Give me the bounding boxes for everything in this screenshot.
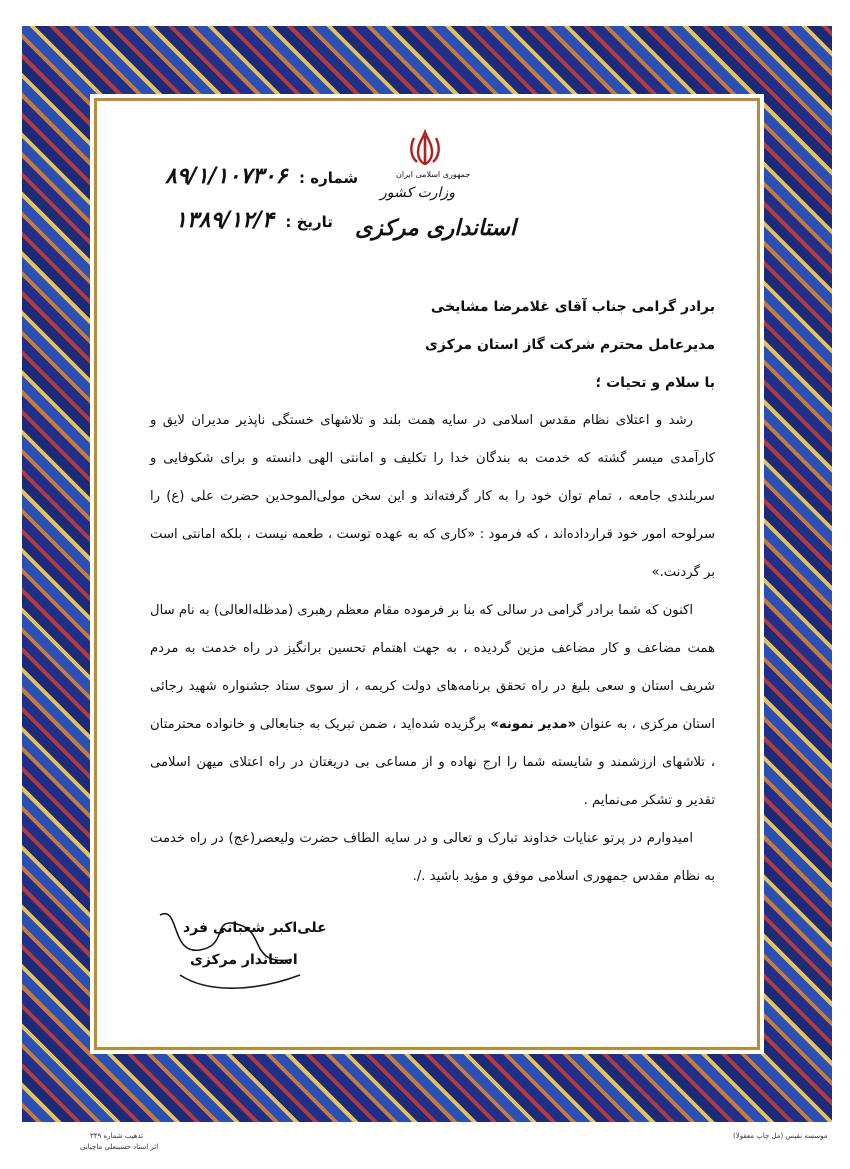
footer-artist: اثر استاد حسینعلی ماچیانی bbox=[80, 1143, 159, 1151]
number-label: شماره : bbox=[299, 169, 359, 187]
paragraph-2-end: برگزیده شده‌اید ، ضمن تبریک به جنابعالی و خانواده محترمتان ، تلاشهای ارزشمند و شایسته شما را ارج نهاده و از مساعی بی دریغتان در راه اعتلای میهن اسلامی تقدیر و تشکر می‌نمایم . bbox=[150, 717, 715, 808]
org-country: جمهوری اسلامی ایران bbox=[396, 170, 471, 179]
letter-number bbox=[165, 164, 358, 189]
paragraph-2 bbox=[150, 592, 715, 820]
paragraph-1: رشد و اعتلای نظام مقدس اسلامی در سایه همت بلند و تلاشهای خستگی ناپذیر مدیران لایق و کارآمدی میسر گشته که خدمت به بندگان خدا را تکلیف و امانتی الهی دانسته و برای شکوفایی و سربلندی جامعه ، تمام توان خود را به کار گرفته‌اند و این سخن مولی‌الموحدین حضرت علی (ع) را سرلوحه امور خود قرارداده‌اند ، که فرمود : «کاری که به عهده توست ، طعمه نیست ، بلکه امانتی است بر گردنت.» bbox=[150, 413, 715, 580]
org-ministry: وزارت کشور bbox=[380, 185, 455, 201]
date-value: ۱۳۸۹/۱۲/۴ bbox=[175, 208, 274, 233]
paragraph-2-award: «مدیر نمونه» bbox=[490, 717, 577, 732]
paragraph-3: امیدوارم در پرتو عنایات خداوند تبارک و تعالی و در سایه الطاف حضرت ولیعصر(عج) در راه خدمت به نظام مقدس جمهوری اسلامی موفق و مؤید باشید ./. bbox=[150, 831, 715, 884]
handwritten-signature bbox=[140, 895, 310, 1005]
date-label: تاریخ : bbox=[285, 213, 333, 231]
recipient-name: برادر گرامی جناب آقای غلامرضا مشایخی bbox=[430, 299, 715, 315]
footer-publisher: موسسه نقیس (مل چاپ معقولا) bbox=[733, 1132, 828, 1140]
number-value: ۸۹/۱/۱۰۷۳۰۶ bbox=[165, 164, 288, 189]
signatory-name: علی‌اکبر شعبانی فرد bbox=[183, 920, 327, 936]
paragraph-2-start: اکنون که شما برادر گرامی در سالی که بنا بر فرموده مقام معظم رهبری (مدظله‌العالی) به نام سال همت مضاعف و کار مضاعف مزین گردیده ، به جهت اهتمام تحسین برانگیز در راه خدمت به مردم شریف استان و سعی بلیغ در راه تحقق برنامه‌های دولت کریمه ، از سوی ستاد جشنواره شهید رجائی استان مرکزی ، به عنوان bbox=[150, 603, 715, 732]
signatory-title: استاندار مرکزی bbox=[190, 952, 298, 968]
footer-illumination-number: تذهیب شماره ۳۴۹ bbox=[90, 1132, 144, 1140]
recipient-title: مدیرعامل محترم شرکت گاز استان مرکزی bbox=[425, 337, 715, 353]
greeting: با سلام و تحیات ؛ bbox=[595, 375, 715, 391]
org-governorate: استانداری مرکزی bbox=[355, 215, 516, 241]
letter-date bbox=[175, 208, 333, 233]
iran-emblem-icon bbox=[405, 128, 445, 168]
letter-body bbox=[150, 288, 715, 896]
